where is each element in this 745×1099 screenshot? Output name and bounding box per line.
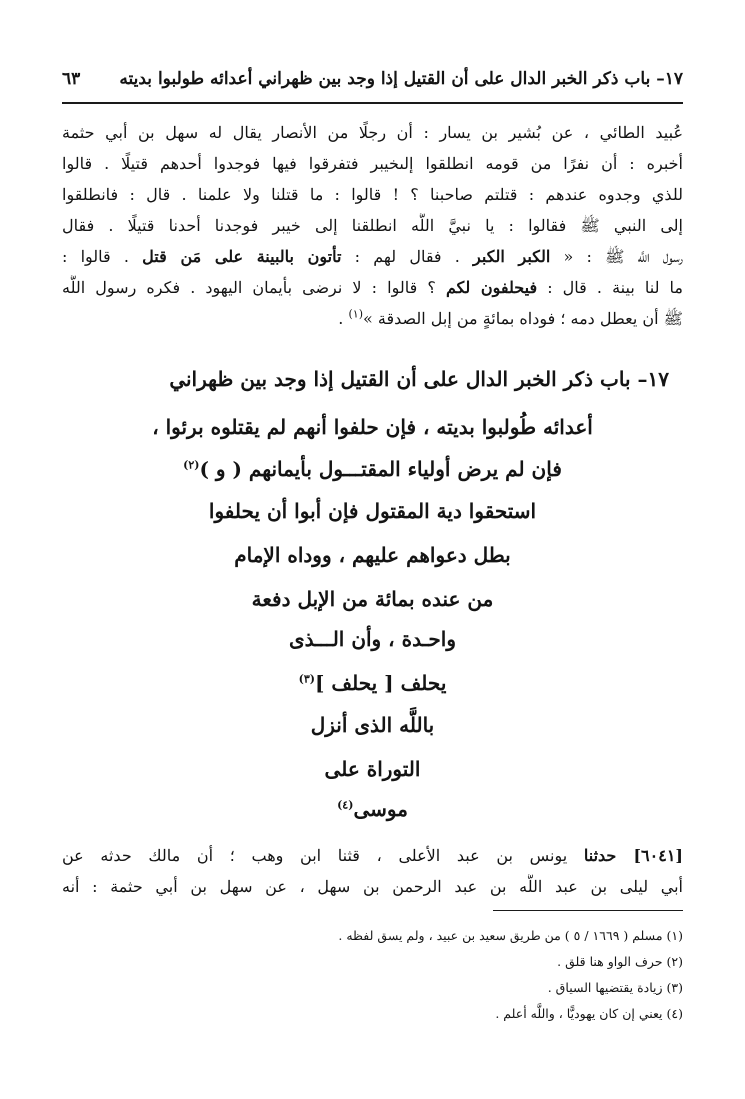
- intro-line-4: إلى النبي ﷺ فقالوا : يا نبيَّ اللَّه انطلقنا إلى خيبر فوجدنا أحدنا قتيلًا . فقال: [62, 216, 683, 235]
- footnote-ref: (٢): [183, 458, 200, 472]
- bold-phrase: فيحلفون لكم: [445, 278, 538, 297]
- running-header-title: ١٧– باب ذكر الخبر الدال على أن القتيل إذا وجد بين ظهراني أعدائه طولبوا بديته: [119, 69, 683, 89]
- hadith-number: [٦٠٤١] حدثنا: [583, 846, 683, 865]
- chapter-heading-line-3: فإن لم يرض أولياء المقتـــول بأيمانهم ( و )$^{(٢)}$: [183, 457, 562, 481]
- chapter-heading-line-2: أعدائه طُولبوا بديته ، فإن حلفوا أنهم لم يقتلوه برئوا ،: [152, 415, 593, 439]
- intro-line-3: للذي وجدوه عندهم : قتلتم صاحبنا ؟ ! قالوا : ما قتلنا ولا علمنا . قال : فانطلقوا: [62, 185, 683, 204]
- chapter-heading-line-6: من عنده بمائة من الإبل دفعة: [251, 587, 494, 611]
- bold-phrase: الكبر الكبر: [473, 247, 551, 266]
- chapter-heading-line-10: التوراة على: [324, 757, 421, 781]
- running-header: [62, 62, 683, 104]
- hadith-line-2: أبي ليلى بن عبد اللَّه بن عبد الرحمن بن سهل ، عن سهل بن أبي حثمة : أنه: [62, 877, 683, 896]
- intro-line-5: رسول اللَّه ﷺ : « الكبر الكبر . فقال لهم : تأتون بالبينة على مَن قتل . قالوا :: [62, 247, 683, 266]
- footnote-3: (٣) زيادة يقتضيها السياق .: [547, 980, 683, 995]
- hadith-line-1: [٦٠٤١] حدثنا يونس بن عبد الأعلى ، قثنا ابن وهب ؛ أن مالك حدثه عن: [62, 846, 683, 865]
- footnote-2: (٢) حرف الواو هنا قلق .: [557, 954, 683, 969]
- page-number: ٦٣: [62, 69, 81, 89]
- footnote-ref: (٤): [337, 798, 354, 812]
- intro-line-6: ما لنا بينة . قال : فيحلفون لكم ؟ قالوا : لا نرضى بأيمان اليهود . فكره رسول اللَّه: [62, 278, 683, 297]
- chapter-heading-line-1: ١٧– باب ذكر الخبر الدال على أن القتيل إذا وجد بين ظهراني: [169, 367, 669, 391]
- footnote-separator: [493, 910, 683, 911]
- intro-line-7: ﷺ أن يعطل دمه ؛ فوداه بمائةٍ من إبل الصدقة »$^{(١)}$ .: [338, 307, 683, 328]
- bold-phrase: تأتون بالبينة على مَن قتل: [142, 247, 342, 266]
- footnote-4: (٤) يعني إن كان يهوديًّا ، واللَّه أعلم .: [495, 1006, 683, 1021]
- intro-line-1: عُبيد الطائي ، عن بُشير بن يسار : أن رجلًا من الأنصار يقال له سهل بن أبي حثمة: [62, 123, 683, 142]
- footnote-ref: (٣): [298, 672, 315, 686]
- footnote-ref: (١): [348, 307, 363, 321]
- chapter-heading-line-7: واحـدة ، وأن الـــذى: [288, 627, 457, 651]
- chapter-heading-line-5: بطل دعواهم عليهم ، ووداه الإمام: [234, 543, 511, 567]
- footnote-1: (١) مسلم ( ١٦٦٩ / ٥ ) من طريق سعيد بن عبيد ، ولم يسق لفظه .: [338, 928, 683, 943]
- chapter-heading-line-8: يحلف [ يحلف ]$^{(٣)}$: [298, 671, 447, 695]
- chapter-heading-line-11: موسى$^{(٤)}$: [337, 797, 408, 821]
- intro-line-2: أخبره : أن نفرًا من قومه انطلقوا إلىخيبر فتفرقوا فيها فوجدوا أحدهم قتيلًا . قالوا: [62, 154, 683, 173]
- chapter-heading-line-4: استحقوا دية المقتول فإن أبوا أن يحلفوا: [208, 499, 537, 523]
- chapter-heading-line-9: باللَّه الذى أنزل: [310, 713, 435, 737]
